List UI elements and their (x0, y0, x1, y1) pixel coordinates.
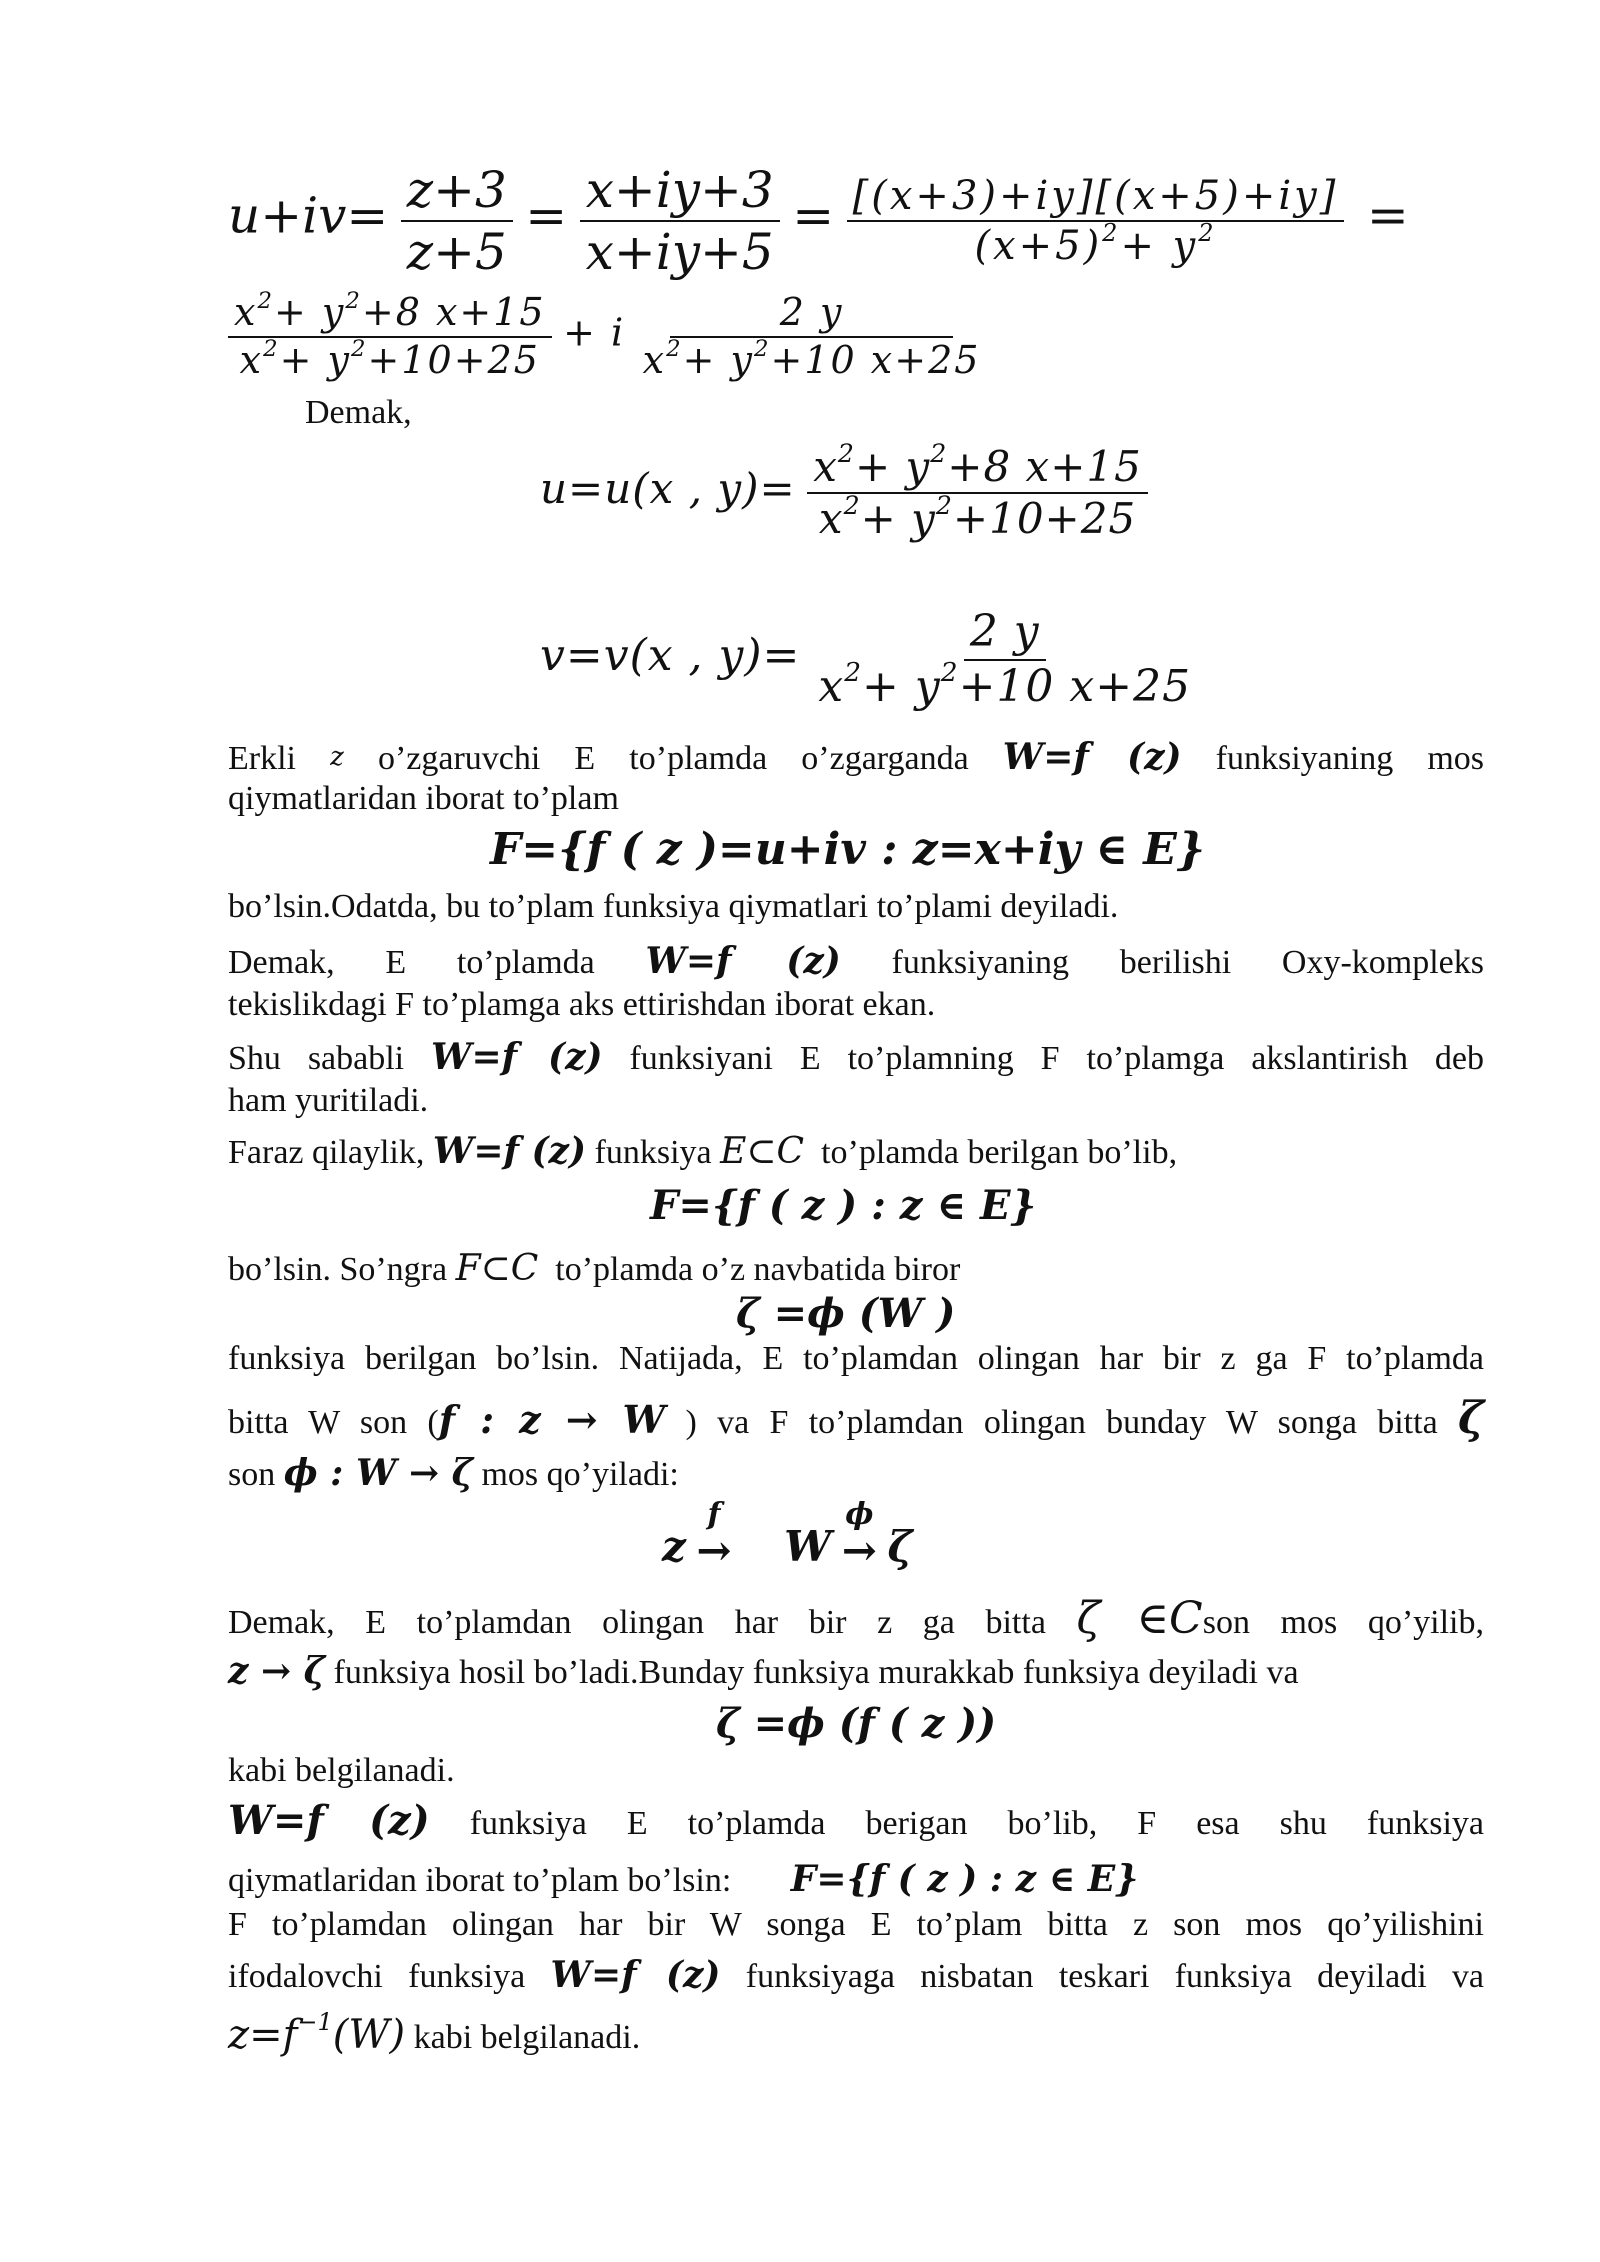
eq1-frac1: $\frac{z+3}{z+5}$ (401, 160, 513, 282)
equation-continuation: $\frac{x^2+ y^2+8 x+15}{x^2+ y^2+10+25}$ + i $\frac{2 y}{x^2+ y^2+10 x+25}$ (228, 290, 986, 383)
eq2-frac1: $\frac{x^2+ y^2+8 x+15}{x^2+ y^2+10+25}$ (228, 290, 552, 383)
paragraph-7-line-2: bitta W son (f : z → W ) va F to’plamdan olingan bunday W songa bitta ζ (228, 1393, 1485, 1444)
equation-F2: F={f ( z ) : z ∈ E} (650, 1182, 1037, 1229)
chain-w: W (784, 1522, 832, 1571)
paragraph-4-line-1: Shu sababli W=f (z) funksiyani E to’plamning F to’plamga akslantirish deb (228, 1036, 1484, 1078)
paragraph-4-line-2: ham yuritiladi. (228, 1082, 429, 1119)
equation-zeta1: ζ =ϕ (W ) (736, 1290, 956, 1337)
paragraph-1-line-1: Erkli z o’zgaruvchi E to’plamda o’zgarganda W=f (z) funksiyaning mos (228, 736, 1485, 778)
eq-u-frac: $\frac{x^2+ y^2+8 x+15}{x^2+ y^2+10+25}$ (807, 442, 1148, 545)
paragraph-6: bo’lsin. So’ngra F⊂C to’plamda o’z navbatida biror (228, 1248, 961, 1289)
equation-zeta2: ζ =ϕ (f ( z )) (716, 1700, 997, 1747)
paragraph-10-line-2: qiymatlaridan iborat to’plam bo’lsin: F={f ( z ) : z ∈ E} (228, 1858, 1139, 1900)
equation-uiv: u+iv= $\frac{z+3}{z+5}$ = $\frac{x+iy+3}{x+iy+5}$ = $\frac{[(x+3)+iy][(x+5)+iy]}{(x+5)^2+ y^2}$ = (228, 161, 1409, 281)
paragraph-5: Faraz qilaylik, W=f (z) funksiya E⊂C to’plamda berilgan bo’lib, (228, 1130, 1178, 1172)
eq1-frac3: $\frac{[(x+3)+iy][(x+5)+iy]}{(x+5)^2+ y^2}$ (847, 172, 1345, 270)
paragraph-11-line-2: ifodalovchi funksiya W=f (z) funksiyaga nisbatan teskari funksiya deyiladi va (228, 1954, 1485, 1996)
paragraph-11-line-3: $z=f^{-1}(W)$ kabi belgilanadi. (228, 2008, 641, 2058)
composition-chain (662, 1497, 913, 1575)
chain-z: z (662, 1522, 686, 1571)
eq1-frac2: $\frac{x+iy+3}{x+iy+5}$ (580, 160, 780, 282)
paragraph-7-line-3: son ϕ : W → ζ mos qo’yiladi: (228, 1452, 679, 1494)
paragraph-11-line-1: F to’plamdan olingan har bir W songa E to’plam bitta z son mos qo’yilishini (228, 1906, 1484, 1943)
eq2-frac2: $\frac{2 y}{x^2+ y^2+10 x+25}$ (642, 290, 981, 382)
eq-v-frac: $\frac{2 y}{x^2+ y^2+10 x+25}$ (818, 606, 1192, 712)
demak-label: Demak, (305, 394, 412, 431)
chain-arrow-phi: ϕ → (841, 1497, 877, 1575)
paragraph-10-line-1: W=f (z) funksiya E to’plamda berigan bo’lib, F esa shu funksiya (228, 1797, 1485, 1844)
paragraph-2: bo’lsin.Odatda, bu to’plam funksiya qiymatlari to’plami deyiladi. (228, 888, 1119, 925)
eq1-lhs: u+iv= (228, 186, 389, 245)
equation-F1: F={f ( z )=u+iv : z=x+iy ∈ E} (490, 824, 1206, 875)
equation-u: u=u(x , y)= $\frac{x^2+ y^2+8 x+15}{x^2+ y^2+10+25}$ (540, 442, 1148, 545)
paragraph-1-line-2: qiymatlaridan iborat to’plam (228, 780, 619, 817)
paragraph-3-line-1: Demak, E to’plamda W=f (z) funksiyaning berilishi Oxy-kompleks (228, 940, 1485, 982)
paragraph-8-line-1: Demak, E to’plamdan olingan har bir z ga bitta ζ ∈Cson mos qo’yilib, (228, 1593, 1484, 1644)
equation-v: v=v(x , y)= $\frac{2 y}{x^2+ y^2+10 x+25}$ (540, 606, 1197, 714)
chain-zeta: ζ (887, 1522, 913, 1571)
paragraph-7-line-1: funksiya berilgan bo’lsin. Natijada, E to’plamdan olingan har bir z ga F to’plamda (228, 1340, 1484, 1377)
chain-arrow-f: f → (696, 1497, 732, 1575)
paragraph-3-line-2: tekislikdagi F to’plamga aks ettirishdan iborat ekan. (228, 986, 936, 1023)
paragraph-8-line-2: z → ζ funksiya hosil bo’ladi.Bunday funksiya murakkab funksiya deyiladi va (228, 1650, 1299, 1692)
paragraph-9: kabi belgilanadi. (228, 1752, 455, 1789)
